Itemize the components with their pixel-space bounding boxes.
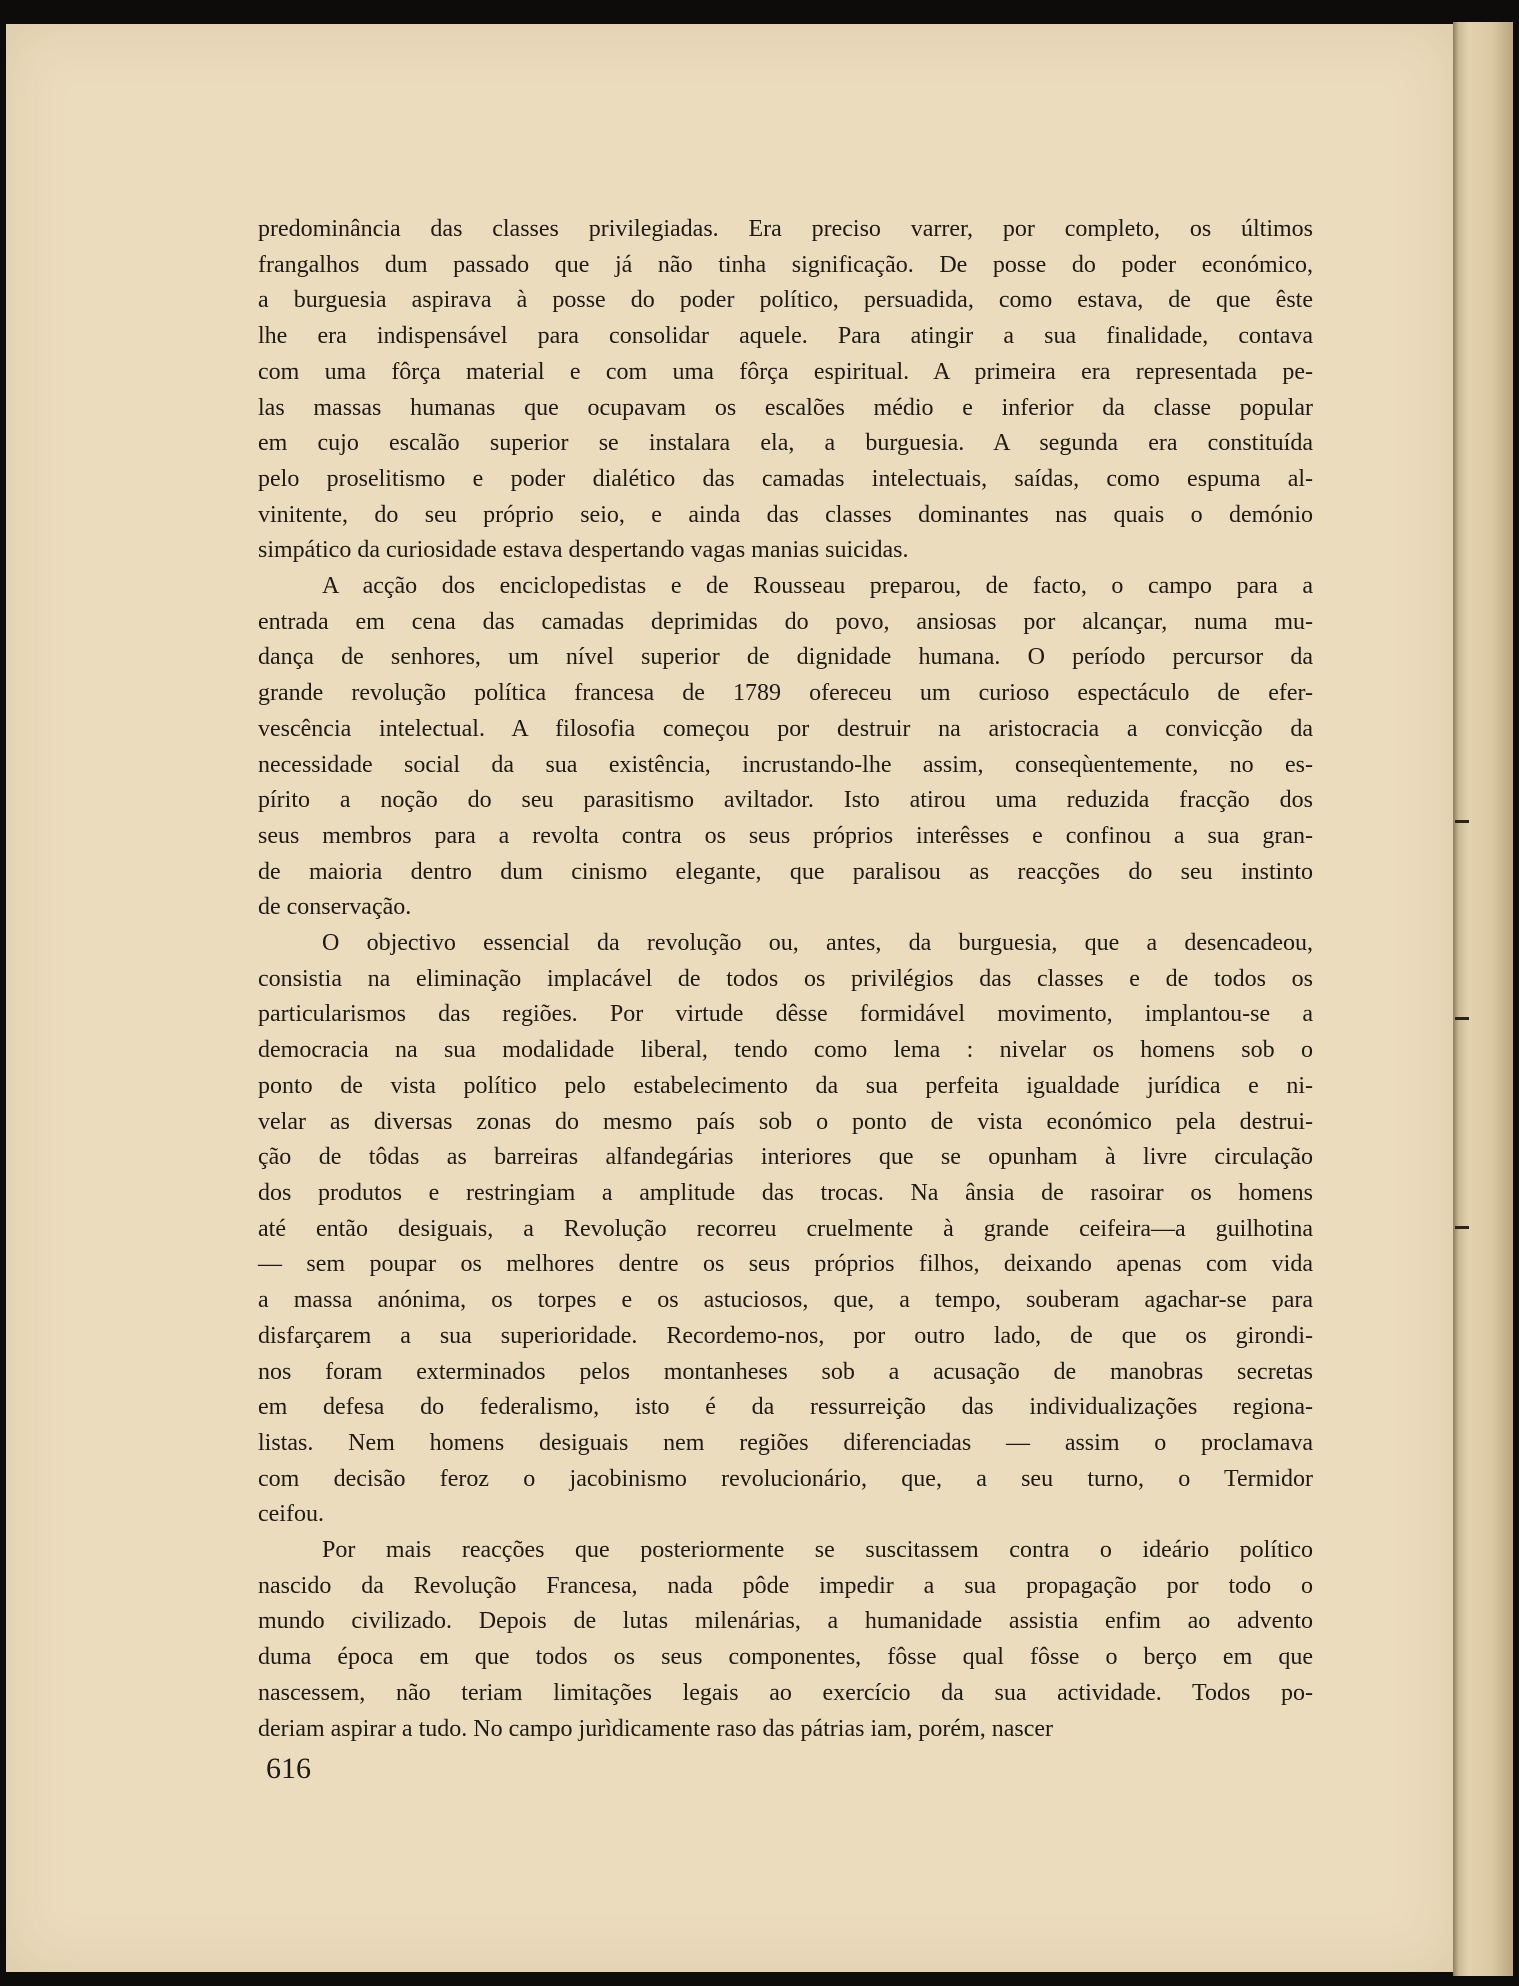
text-line: com decisão feroz o jacobinismo revolucionário, que, a seu turno, o Termidor <box>258 1465 1313 1492</box>
text-line: até então desiguais, a Revolução recorreu cruelmente à grande ceifeira—a guilhotina <box>258 1215 1313 1242</box>
text-line: O objectivo essencial da revolução ou, antes, da burguesia, que a desencadeou, <box>322 930 1313 957</box>
text-line: disfarçarem a sua superioridade. Recordemo-nos, por outro lado, de que os girondi- <box>258 1322 1313 1349</box>
text-line: velar as diversas zonas do mesmo país sob o ponto de vista económico pela destrui- <box>258 1108 1313 1135</box>
text-line: ceifou. <box>258 1501 324 1528</box>
next-page-edge <box>1453 22 1513 1976</box>
text-line: ção de tôdas as barreiras alfandegárias interiores que se opunham à livre circulação <box>258 1144 1313 1171</box>
edge-mark <box>1455 1017 1469 1020</box>
text-line: de maioria dentro dum cinismo elegante, que paralisou as reacções do seu instinto <box>258 858 1313 885</box>
edge-mark <box>1455 1226 1469 1229</box>
text-line: nascido da Revolução Francesa, nada pôde impedir a sua propagação por todo o <box>258 1572 1313 1599</box>
text-line: las massas humanas que ocupavam os escalões médio e inferior da classe popular <box>258 394 1313 421</box>
text-line: Por mais reacções que posteriormente se suscitassem contra o ideário político <box>322 1537 1313 1564</box>
text-line: vescência intelectual. A filosofia começou por destruir na aristocracia a convicção da <box>258 715 1313 742</box>
text-line: necessidade social da sua existência, incrustando-lhe assim, conseqùentemente, no es- <box>258 751 1313 778</box>
text-line: entrada em cena das camadas deprimidas do povo, ansiosas por alcançar, numa mu- <box>258 608 1313 635</box>
text-line: dos produtos e restringiam a amplitude das trocas. Na ânsia de rasoirar os homens <box>258 1179 1313 1206</box>
text-line: dança de senhores, um nível superior de dignidade humana. O período percursor da <box>258 644 1313 671</box>
text-line: democracia na sua modalidade liberal, tendo como lema : nivelar os homens sob o <box>258 1037 1313 1064</box>
text-line: mundo civilizado. Depois de lutas milenárias, a humanidade assistia enfim ao advento <box>258 1608 1313 1635</box>
text-line: listas. Nem homens desiguais nem regiões diferenciadas — assim o proclamava <box>258 1429 1313 1456</box>
text-line: vinitente, do seu próprio seio, e ainda das classes dominantes nas quais o demónio <box>258 501 1313 528</box>
text-line: simpático da curiosidade estava despertando vagas manias suicidas. <box>258 537 909 564</box>
paragraph <box>258 569 1313 926</box>
text-line: consistia na eliminação implacável de todos os privilégios das classes e de todos os <box>258 965 1313 992</box>
text-line: particularismos das regiões. Por virtude dêsse formidável movimento, implantou-se a <box>258 1001 1313 1028</box>
text-line: lhe era indispensável para consolidar aquele. Para atingir a sua finalidade, contava <box>258 323 1313 350</box>
page-number: 616 <box>266 1752 311 1785</box>
text-line: pelo proselitismo e poder dialético das camadas intelectuais, saídas, como espuma al- <box>258 465 1313 492</box>
text-line: com uma fôrça material e com uma fôrça espiritual. A primeira era representada pe- <box>258 358 1313 385</box>
text-line: frangalhos dum passado que já não tinha significação. De posse do poder económico, <box>258 251 1313 278</box>
text-line: nascessem, não teriam limitações legais ao exercício da sua actividade. Todos po- <box>258 1679 1313 1706</box>
text-line: nos foram exterminados pelos montanheses sob a acusação de manobras secretas <box>258 1358 1313 1385</box>
text-line: a burguesia aspirava à posse do poder político, persuadida, como estava, de que êste <box>258 287 1313 314</box>
paragraph <box>258 926 1313 1533</box>
text-line: em cujo escalão superior se instalara ela, a burguesia. A segunda era constituída <box>258 430 1313 457</box>
text-line: — sem poupar os melhores dentre os seus próprios filhos, deixando apenas com vida <box>258 1251 1313 1278</box>
edge-mark <box>1455 820 1469 823</box>
text-line: duma época em que todos os seus componentes, fôsse qual fôsse o berço em que <box>258 1644 1313 1671</box>
text-line: pírito a noção do seu parasitismo aviltador. Isto atirou uma reduzida fracção dos <box>258 787 1313 814</box>
text-line: grande revolução política francesa de 1789 ofereceu um curioso espectáculo de efer- <box>258 680 1313 707</box>
text-line: deriam aspirar a tudo. No campo jurìdicamente raso das pátrias iam, porém, nascer <box>258 1715 1054 1742</box>
text-line: predominância das classes privilegiadas. Era preciso varrer, por completo, os últimos <box>258 216 1313 242</box>
text-line: ponto de vista político pelo estabelecimento da sua perfeita igualdade jurídica e ni- <box>258 1072 1313 1099</box>
paragraph <box>258 1533 1313 1747</box>
text-line: em defesa do federalismo, isto é da ressurreição das individualizações regiona- <box>258 1394 1313 1421</box>
paragraph <box>258 212 1313 569</box>
text-line: de conservação. <box>258 894 412 921</box>
text-line: A acção dos enciclopedistas e de Rousseau preparou, de facto, o campo para a <box>322 573 1313 600</box>
body-text <box>258 212 1313 1747</box>
text-line: a massa anónima, os torpes e os astuciosos, que, a tempo, souberam agachar-se para <box>258 1287 1313 1314</box>
text-line: seus membros para a revolta contra os seus próprios interêsses e confinou a sua gran- <box>258 822 1313 849</box>
